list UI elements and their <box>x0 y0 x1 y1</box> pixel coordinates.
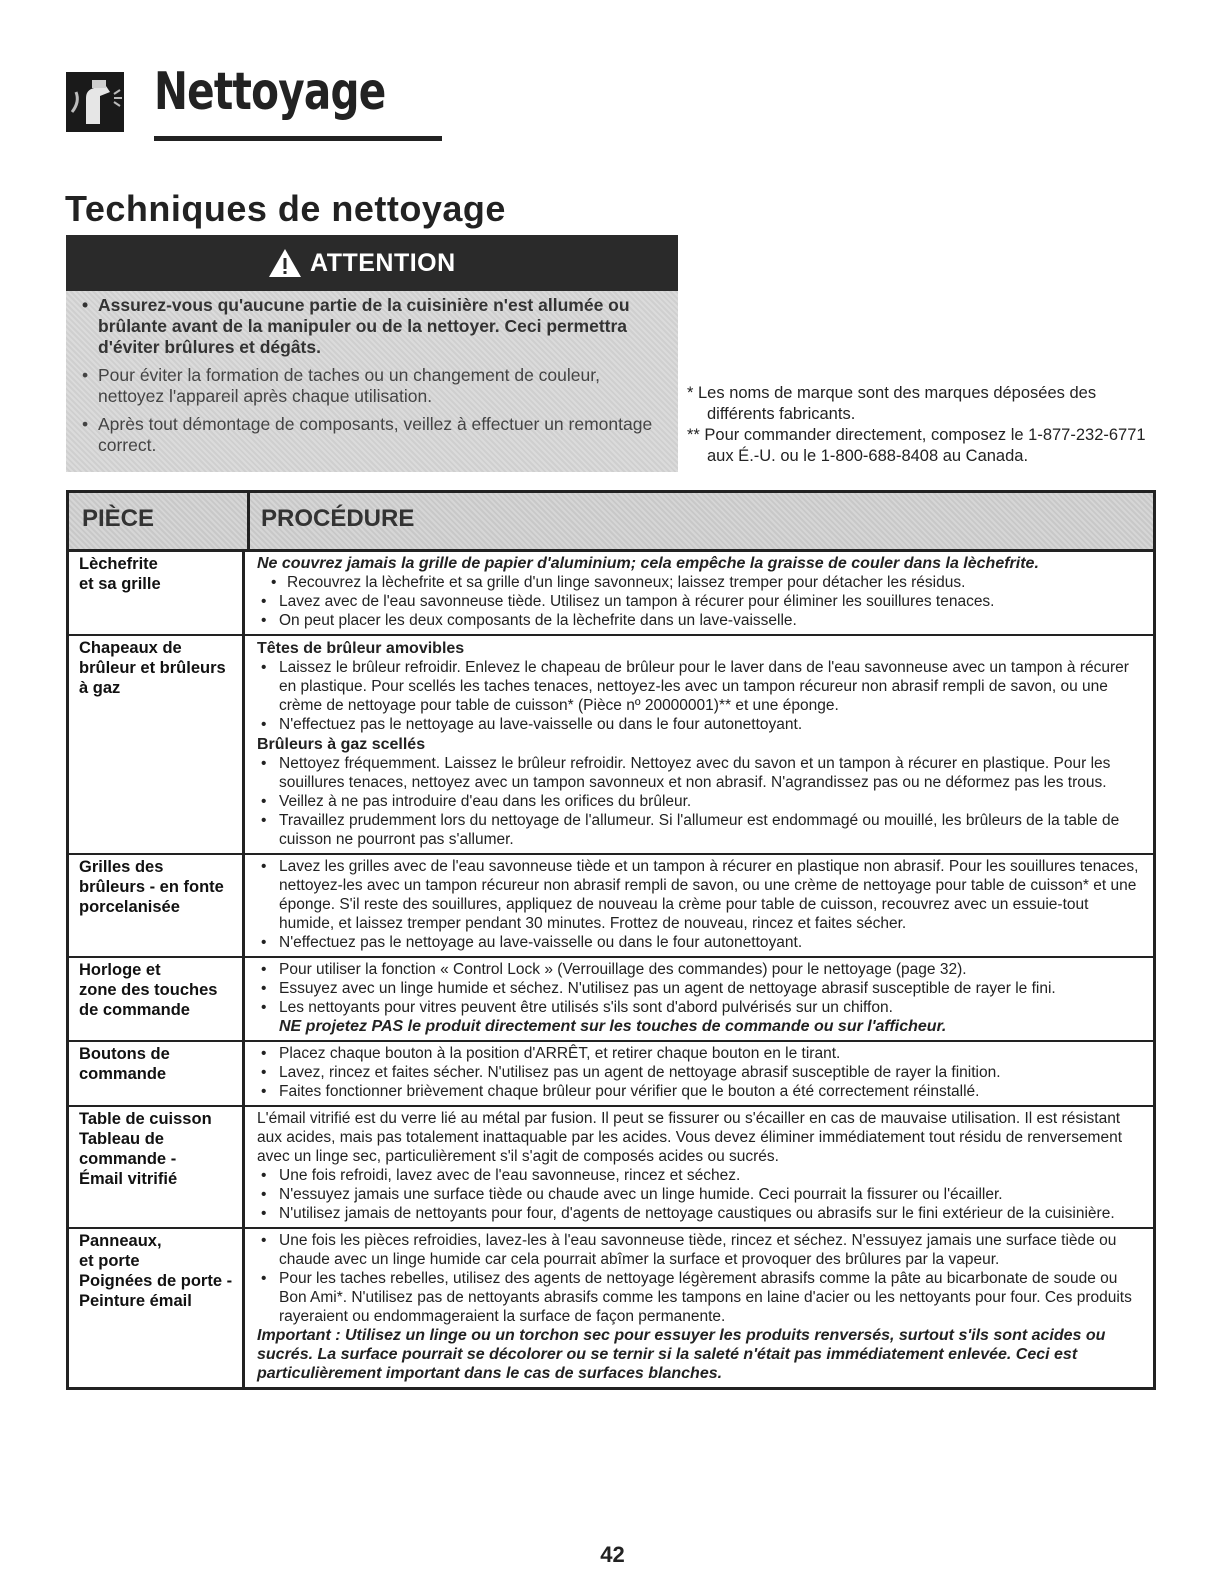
table-row <box>69 552 1153 636</box>
procedure-intro: Ne couvrez jamais la grille de papier d'aluminium; cela empêche la graisse de couler dans la lèchefrite. <box>257 555 1039 572</box>
list-item: • Essuyez avec un linge humide et séchez. N'utilisez pas un agent de nettoyage abrasif susceptible de rayer le fini. <box>257 979 1143 998</box>
column-header-procedure: PROCÉDURE <box>261 505 415 532</box>
section-title: Techniques de nettoyage <box>65 188 506 229</box>
list-item: • Lavez, rincez et faites sécher. N'utilisez pas un agent de nettoyage abrasif susceptible de rayer la finition. <box>257 1063 1143 1082</box>
procedure-cell <box>245 1229 1153 1387</box>
list-item: • N'effectuez pas le nettoyage au lave-vaisselle ou dans le four autonettoyant. <box>257 933 1143 952</box>
header-rule <box>154 136 442 141</box>
procedure-cell <box>245 1107 1153 1227</box>
piece-cell: Grilles des brûleurs - en fonte porcelanisée <box>69 855 245 956</box>
procedure-subheading: Brûleurs à gaz scellés <box>257 736 426 753</box>
table-header <box>69 493 1153 552</box>
list-item: • Une fois refroidi, lavez avec de l'eau savonneuse, rincez et séchez. <box>257 1166 1143 1185</box>
list-item: • N'essuyez jamais une surface tiède ou chaude avec un linge humide. Ceci pourrait la fissurer ou l'écailler. <box>257 1185 1143 1204</box>
list-item: • Les nettoyants pour vitres peuvent être utilisés s'ils sont d'abord pulvérisés sur un chiffon. <box>257 998 1143 1017</box>
list-item: • Recouvrez la lèchefrite et sa grille d'un linge savonneux; laissez tremper pour détacher les résidus. <box>257 573 1143 592</box>
procedure-cell <box>245 636 1153 853</box>
warning-item: • Après tout démontage de composants, veillez à effectuer un remontage correct. <box>80 414 670 456</box>
page-header <box>66 62 386 146</box>
warning-box <box>66 235 678 472</box>
procedure-emphasis: Important : Utilisez un linge ou un torchon sec pour essuyer les produits renversés, surtout s'ils sont acides ou sucrés. La surface pourrait se décolorer ou se ternir si la saleté n'était pas immédiatement enlevée. Ceci est particulièrement important dans le cas de surfaces blanches. <box>257 1327 1106 1382</box>
list-item: • On peut placer les deux composants de la lèchefrite dans un lave-vaisselle. <box>257 611 1143 630</box>
table-row <box>69 1042 1153 1107</box>
warning-item: • Assurez-vous qu'aucune partie de la cuisinière n'est allumée ou brûlante avant de la manipuler ou de la nettoyer. Ceci permettra d'éviter brûlures et dégâts. <box>80 295 670 358</box>
table-row <box>69 958 1153 1042</box>
procedure-cell <box>245 1042 1153 1105</box>
list-item: • Laissez le brûleur refroidir. Enlevez le chapeau de brûleur pour le laver dans de l'eau savonneuse avec un tampon à récurer en plastique. Pour scellés les taches tenaces, nettoyez-les avec un tampon récureur non abrasif rempli de savon, ou une crème de nettoyage pour table de cuisson* (Pièce nº 20000001)** et une éponge. <box>257 658 1143 715</box>
list-item: • N'utilisez jamais de nettoyants pour four, d'agents de nettoyage caustiques ou abrasifs sur le fini extérieur de la cuisinière. <box>257 1204 1143 1223</box>
footnotes <box>687 383 1157 467</box>
list-item: • Placez chaque bouton à la position d'ARRÊT, et retirer chaque bouton en le tirant. <box>257 1044 1143 1063</box>
cleaning-table <box>66 490 1156 1390</box>
list-item: • Pour les taches rebelles, utilisez des agents de nettoyage légèrement abrasifs comme la pâte au bicarbonate de soude ou Bon Ami*. N'utilisez pas de nettoyants abrasifs comme les tampons en laine d'acier ou les nettoyants pour four. Ces produits rayeraient ou endommageraient la surface de façon permanente. <box>257 1269 1143 1326</box>
footnote: ** Pour commander directement, composez le 1-877-232-6771 aux É.-U. ou le 1-800-688-8408 au Canada. <box>687 426 1146 465</box>
piece-cell: Boutons de commande <box>69 1042 245 1105</box>
list-item: • Travaillez prudemment lors du nettoyage de l'allumeur. Si l'allumeur est endommagé ou mouillé, les brûleurs de la table de cuisson ne pourront pas s'allumer. <box>257 811 1143 849</box>
procedure-subheading: Têtes de brûleur amovibles <box>257 640 465 657</box>
piece-cell: Panneaux, et porte Poignées de porte - Peinture émail <box>69 1229 245 1387</box>
page-number: 42 <box>600 1542 625 1567</box>
procedure-emphasis: NE projetez PAS le produit directement sur les touches de commande ou sur l'afficheur. <box>279 1018 947 1035</box>
piece-cell: Table de cuisson Tableau de commande - Émail vitrifié <box>69 1107 245 1227</box>
table-row <box>69 636 1153 855</box>
column-header-piece: PIÈCE <box>82 505 155 532</box>
piece-cell: Lèchefrite et sa grille <box>69 552 245 634</box>
list-item: • Veillez à ne pas introduire d'eau dans les orifices du brûleur. <box>257 792 1143 811</box>
procedure-cell <box>245 552 1153 634</box>
list-item: • Une fois les pièces refroidies, lavez-les à l'eau savonneuse tiède, rincez et séchez. N'essuyez jamais une surface tiède ou chaude avec un linge humide car cela pourrait abîmer la surface et provoquer des brûlures par la vapeur. <box>257 1231 1143 1269</box>
list-item: • Faites fonctionner brièvement chaque brûleur pour vérifier que le bouton a été correctement réinstallé. <box>257 1082 1143 1101</box>
warning-item: • Pour éviter la formation de taches ou un changement de couleur, nettoyez l'appareil après chaque utilisation. <box>80 365 670 407</box>
header-title: Nettoyage <box>154 62 386 122</box>
procedure-intro: L'émail vitrifié est du verre lié au métal par fusion. Il peut se fissurer ou s'écailler en cas de mauvaise utilisation. Il est résistant aux acides, mais pas totalement inattaquable par les acides. Vous devez éliminer immédiatement tout résidu de renversement avec un linge sec, particulièrement s'il s'agit de composés acides ou sucrés. <box>257 1110 1123 1165</box>
list-item: • Lavez avec de l'eau savonneuse tiède. Utilisez un tampon à récurer pour éliminer les souillures tenaces. <box>257 592 1143 611</box>
table-row <box>69 1229 1153 1387</box>
piece-cell: Chapeaux de brûleur et brûleurs à gaz <box>69 636 245 853</box>
warning-title: ATTENTION <box>310 248 456 277</box>
table-row <box>69 1107 1153 1229</box>
procedure-cell <box>245 855 1153 956</box>
table-row <box>69 855 1153 958</box>
cleaning-spray-icon <box>66 72 124 132</box>
warning-triangle-icon <box>268 248 302 278</box>
piece-cell: Horloge et zone des touches de commande <box>69 958 245 1040</box>
procedure-cell <box>245 958 1153 1040</box>
list-item: • Pour utiliser la fonction « Control Lock » (Verrouillage des commandes) pour le nettoyage (page 32). <box>257 960 1143 979</box>
warning-header <box>66 235 678 291</box>
list-item: • N'effectuez pas le nettoyage au lave-vaisselle ou dans le four autonettoyant. <box>257 715 1143 734</box>
footnote: * Les noms de marque sont des marques déposées des différents fabricants. <box>687 384 1097 423</box>
list-item: • Nettoyez fréquemment. Laissez le brûleur refroidir. Nettoyez avec du savon et un tampon à récurer en plastique. Pour les souillures tenaces, nettoyez avec un tampon savonneux et non abrasif. N'agrandissez pas ou ne déformez pas les trous. <box>257 754 1143 792</box>
warning-list <box>80 295 670 463</box>
list-item: • Lavez les grilles avec de l'eau savonneuse tiède et un tampon à récurer en plastique non abrasif. Pour les souillures tenaces, nettoyez-les avec un tampon récureur non abrasif rempli de savon, ou une crème de nettoyage pour table de cuisson* et une éponge. S'il reste des souillures, appliquez de nouveau la crème pour table de cuisson, recouvrez avec un essuie-tout humide, et laissez tremper pendant 30 minutes. Frottez de nouveau, rincez et faites sécher. <box>257 857 1143 933</box>
